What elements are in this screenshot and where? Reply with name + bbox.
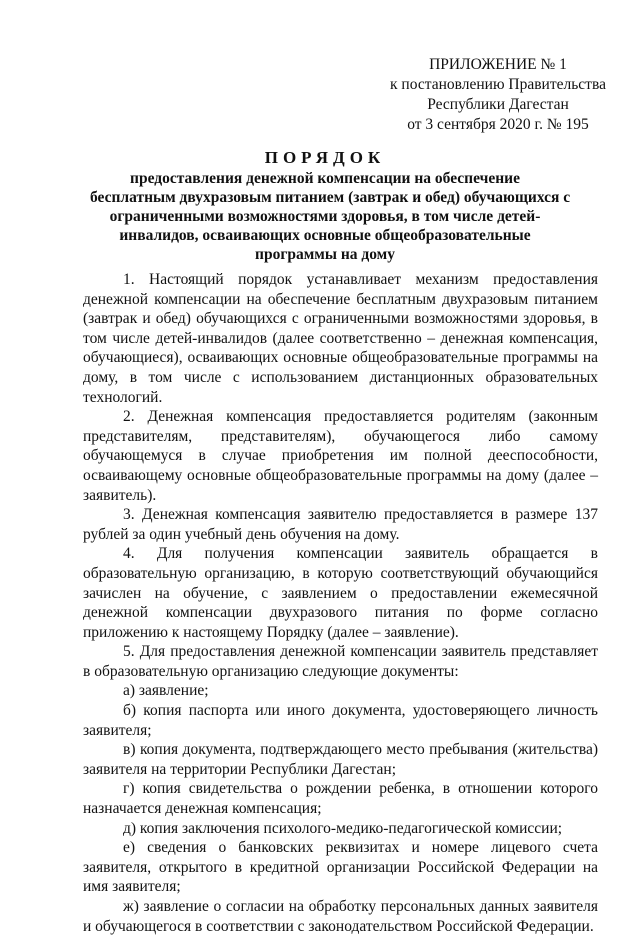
document-body [83,270,598,936]
appendix-date: от 3 сентября 2020 г. № 195 [407,116,589,133]
paragraph-4: 4. Для получения компенсации заявитель обращается в образовательную организацию, в которую соответствующий обучающийся зачислен на обучение, с заявлением о предоставлении ежемесячной денежной компенсации двухразового питания по форме согласно приложению к настоящему Порядку (далее – заявление). [83,545,598,641]
title-line: инвалидов, осваивающих основные общеобразовательные [119,227,531,244]
paragraph-1: 1. Настоящий порядок устанавливает механизм предоставления денежной компенсации на обеспечение бесплатным двухразовым питанием (завтрак и обед) обучающихся с ограниченными возможностями здоровья, в том числе детей-инвалидов (далее соответственно – денежная компенсация, обучающиеся), осваивающих основные общеобразовательные программы на дому, в том числе с использованием дистанционных образовательных технологий. [83,271,598,406]
appendix-resolution-ref: к постановлению Правительства [390,76,606,93]
title-main: ПОРЯДОК [264,148,386,167]
list-item: а) заявление; [123,682,209,700]
title-subtitle [90,169,571,264]
paragraph-2: 2. Денежная компенсация предоставляется родителям (законным представителям, представителям), обучающегося либо самому обучающемуся в случае приобретения им полной дееспособности, осваивающему основные общеобразовательные программы на дому (далее – заявитель). [83,408,598,504]
title-line: программы на дому [255,246,395,263]
list-item: б) копия паспорта или иного документа, удостоверяющего личность заявителя; [83,702,598,739]
paragraph-3: 3. Денежная компенсация заявителю предоставляется в размере 137 рублей за один учебный день обучения на дому. [83,506,598,543]
title-line: предоставления денежной компенсации на обеспечение [130,170,520,187]
list-item: г) копия свидетельства о рождении ребенка, в отношении которого назначается денежная компенсация; [83,780,598,818]
title-line: ограниченными возможностями здоровья, в том числе детей- [109,208,541,225]
paragraph-5: 5. Для предоставления денежной компенсации заявитель представляет в образовательную организацию следующие документы: [83,643,598,680]
list-item: д) копия заключения психолого-медико-педагогической комиссии; [123,819,563,837]
appendix-number: ПРИЛОЖЕНИЕ № 1 [429,56,567,73]
appendix-header [378,55,618,135]
title-line: бесплатным двухразовым питанием (завтрак и обед) обучающихся с [90,189,571,206]
list-item: ж) заявление о согласии на обработку персональных данных заявителя и обучающегося в соответствии с законодательством Российской Федерации. [83,898,598,935]
appendix-republic: Республики Дагестан [427,96,569,113]
list-item: е) сведения о банковских реквизитах и номере лицевого счета заявителя, открытого в кредитной организации Российской Федерации на имя заявителя; [83,839,598,896]
document-title [90,148,571,264]
list-item: в) копия документа, подтверждающего место пребывания (жительства) заявителя на территории Республики Дагестан; [83,741,598,778]
